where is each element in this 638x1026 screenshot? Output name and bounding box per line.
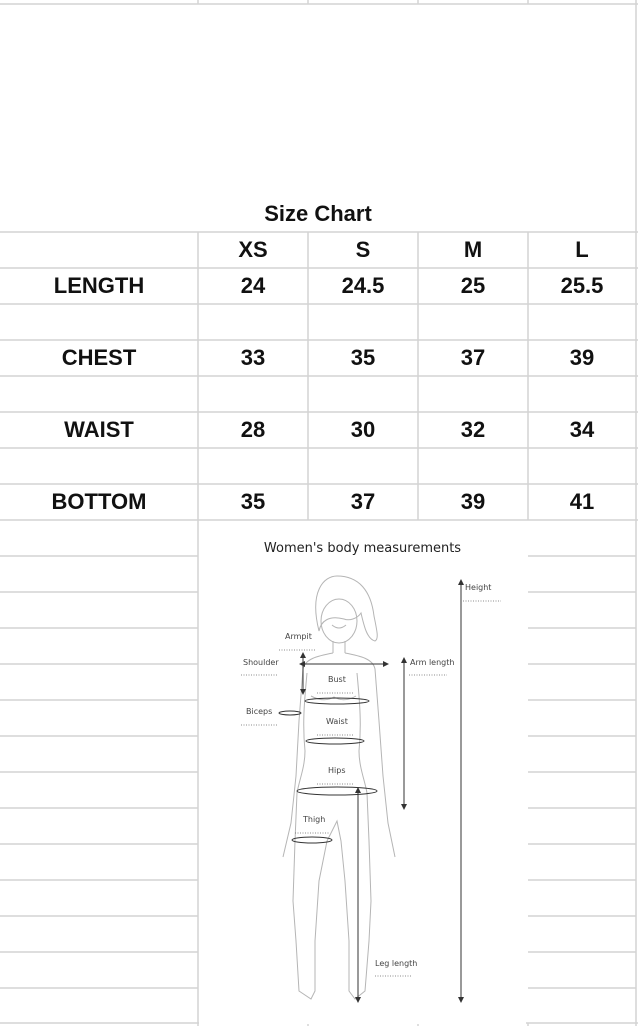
label-arm-length: Arm length	[410, 658, 455, 667]
table-cell: 37	[460, 345, 486, 370]
label-hips: Hips	[328, 766, 346, 775]
table-cell: 35	[350, 345, 376, 370]
table-cell: 33	[240, 345, 266, 370]
size-chart-title: Size Chart	[264, 201, 372, 226]
row-label-length: LENGTH	[53, 273, 145, 298]
label-waist: Waist	[326, 717, 348, 726]
label-biceps: Biceps	[246, 707, 273, 716]
row-label-waist: WAIST	[64, 417, 134, 442]
label-armpit: Armpit	[285, 632, 312, 641]
table-cell: 35	[240, 489, 266, 514]
table-cell: 39	[460, 489, 486, 514]
size-header-s: S	[355, 237, 371, 262]
size-header-l: L	[575, 237, 589, 262]
table-cell: 24	[240, 273, 266, 298]
size-header-m: M	[463, 237, 483, 262]
row-label-bottom: BOTTOM	[51, 489, 147, 514]
table-cell: 30	[350, 417, 376, 442]
label-shoulder: Shoulder	[243, 658, 279, 667]
table-cell: 24.5	[341, 273, 385, 298]
body-measurements-figure	[199, 521, 526, 1024]
figure-title: Women's body measurements	[263, 541, 462, 556]
label-thigh: Thigh	[303, 815, 326, 824]
table-cell: 25	[460, 273, 486, 298]
table-cell: 34	[569, 417, 595, 442]
row-label-chest: CHEST	[61, 345, 137, 370]
table-cell: 39	[569, 345, 595, 370]
label-bust: Bust	[328, 675, 346, 684]
table-cell: 25.5	[560, 273, 604, 298]
body-silhouette-diagram	[199, 521, 526, 1024]
size-header-xs: XS	[238, 237, 268, 262]
label-leg-length: Leg length	[375, 959, 418, 968]
table-cell: 37	[350, 489, 376, 514]
table-cell: 32	[460, 417, 486, 442]
table-cell: 28	[240, 417, 266, 442]
label-height: Height	[465, 583, 492, 592]
table-cell: 41	[569, 489, 595, 514]
